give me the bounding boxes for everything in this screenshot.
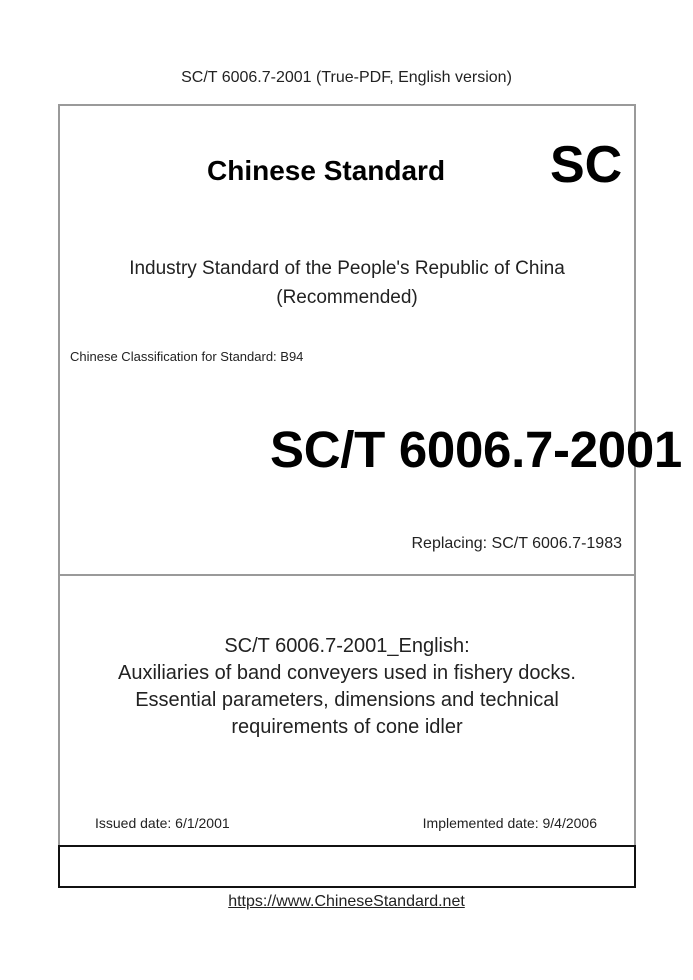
standard-code: SC/T 6006.7-2001: [270, 421, 682, 478]
issued-date: Issued date: 6/1/2001: [95, 815, 230, 831]
cover-title: Chinese Standard: [207, 155, 446, 186]
subtitle-line-1: Industry Standard of the People's Republic of China: [129, 258, 565, 279]
replacing-note: Replacing: SC/T 6006.7-1983: [411, 535, 622, 552]
english-title-line: SC/T 6006.7-2001_English:: [224, 635, 470, 657]
standard-badge: SC: [550, 136, 623, 194]
english-title-line: Auxiliaries of band conveyers used in fishery docks.: [117, 662, 576, 684]
english-title-line: requirements of cone idler: [231, 716, 463, 738]
english-title: [58, 633, 636, 741]
section-divider: [58, 574, 636, 576]
document-header: SC/T 6006.7-2001 (True-PDF, English version): [181, 69, 512, 86]
classification: Chinese Classification for Standard: B94: [70, 349, 304, 364]
footer-box: [58, 845, 636, 888]
implemented-date: Implemented date: 9/4/2006: [422, 815, 597, 831]
english-title-line: Essential parameters, dimensions and technical: [135, 689, 559, 711]
website-link[interactable]: https://www.ChineseStandard.net: [228, 893, 465, 910]
subtitle-line-2: (Recommended): [276, 287, 418, 308]
